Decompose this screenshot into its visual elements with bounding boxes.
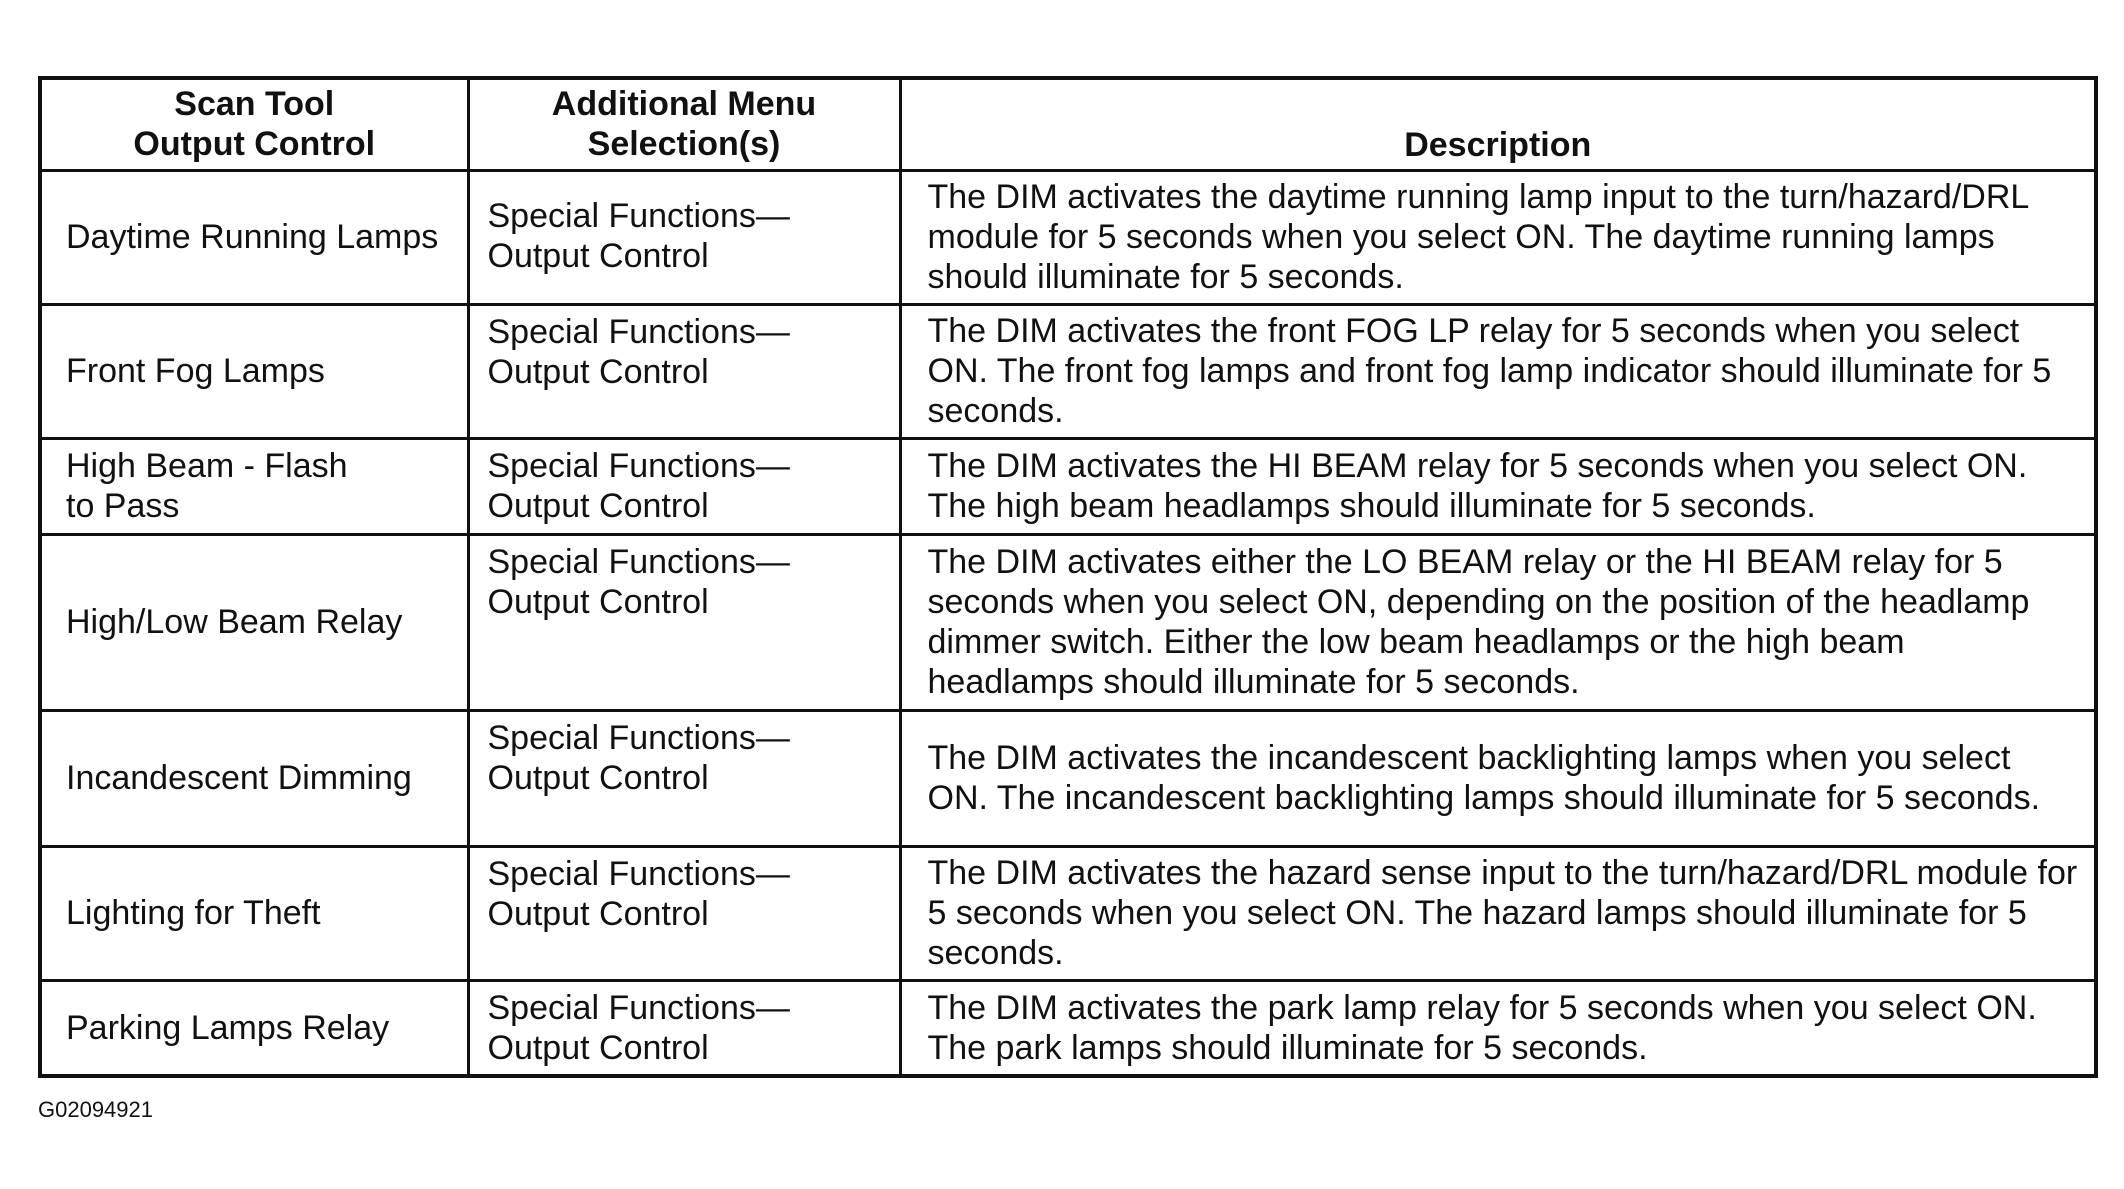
menu-selection-line-1: Special Functions— <box>487 718 790 757</box>
table-row <box>40 438 2096 534</box>
description-cell: The DIM activates the daytime running lamp input to the turn/hazard/DRL module for 5 seconds when you select ON. The daytime running lamps should illuminate for 5 seconds. <box>900 170 2096 304</box>
menu-selection-line-2: Output Control <box>487 236 709 275</box>
output-control-label-line-1: High Beam - Flash <box>66 447 348 485</box>
output-control-table <box>38 76 2098 1078</box>
description-cell: The DIM activates the incandescent backlighting lamps when you select ON. The incandescent backlighting lamps should illuminate for 5 seconds. <box>900 710 2096 846</box>
table-row <box>40 710 2096 846</box>
output-control-label: Incandescent Dimming <box>66 759 412 797</box>
menu-selection-line-1: Special Functions— <box>487 988 790 1027</box>
output-control-label: High/Low Beam Relay <box>66 603 403 641</box>
output-control-cell <box>40 846 468 980</box>
output-control-label: Front Fog Lamps <box>66 352 325 390</box>
output-control-cell <box>40 710 468 846</box>
menu-selection-cell <box>468 170 900 304</box>
header-control-line-2: Output Control <box>133 125 376 164</box>
description-cell: The DIM activates the HI BEAM relay for 5 seconds when you select ON. The high beam headlamps should illuminate for 5 seconds. <box>900 438 2096 534</box>
header-description <box>900 78 2096 170</box>
menu-selection-line-2: Output Control <box>487 758 709 797</box>
output-control-cell <box>40 438 468 534</box>
table-row <box>40 534 2096 710</box>
output-control-label-line-2: to Pass <box>66 487 180 525</box>
table-header-row <box>40 78 2096 170</box>
description-cell: The DIM activates the hazard sense input to the turn/hazard/DRL module for 5 seconds when you select ON. The hazard lamps should illuminate for 5 seconds. <box>900 846 2096 980</box>
menu-selection-line-1: Special Functions— <box>487 196 790 235</box>
menu-selection-line-2: Output Control <box>487 486 709 525</box>
menu-selection-line-2: Output Control <box>487 582 709 621</box>
menu-selection-cell <box>468 534 900 710</box>
menu-selection-line-2: Output Control <box>487 1028 709 1067</box>
menu-selection-cell <box>468 304 900 438</box>
menu-selection-cell <box>468 980 900 1076</box>
header-description-label: Description <box>1404 125 1592 164</box>
output-control-label: Lighting for Theft <box>66 894 321 932</box>
menu-selection-line-1: Special Functions— <box>487 312 790 351</box>
description-cell: The DIM activates either the LO BEAM relay or the HI BEAM relay for 5 seconds when you select ON, depending on the position of the headlamp dimmer switch. Either the low beam headlamps or the high beam headlamps should illuminate for 5 seconds. <box>900 534 2096 710</box>
menu-selection-line-2: Output Control <box>487 894 709 933</box>
table-row <box>40 304 2096 438</box>
output-control-cell <box>40 980 468 1076</box>
menu-selection-cell <box>468 846 900 980</box>
table-row <box>40 980 2096 1076</box>
menu-selection-line-2: Output Control <box>487 352 709 391</box>
description-cell: The DIM activates the park lamp relay for 5 seconds when you select ON. The park lamps should illuminate for 5 seconds. <box>900 980 2096 1076</box>
table-row <box>40 170 2096 304</box>
table-row <box>40 846 2096 980</box>
description-cell: The DIM activates the front FOG LP relay for 5 seconds when you select ON. The front fog lamps and front fog lamp indicator should illuminate for 5 seconds. <box>900 304 2096 438</box>
header-scan-tool-output-control <box>40 78 468 170</box>
menu-selection-cell <box>468 438 900 534</box>
menu-selection-line-1: Special Functions— <box>487 446 790 485</box>
figure-id-label: G02094921 <box>38 1097 153 1122</box>
menu-selection-cell <box>468 710 900 846</box>
header-menu-line-2: Selection(s) <box>587 125 781 164</box>
header-control-line-1: Scan Tool <box>174 85 335 124</box>
output-control-cell <box>40 170 468 304</box>
output-control-label: Daytime Running Lamps <box>66 218 439 256</box>
menu-selection-line-1: Special Functions— <box>487 854 790 893</box>
output-control-cell <box>40 534 468 710</box>
output-control-cell <box>40 304 468 438</box>
header-menu-line-1: Additional Menu <box>551 85 817 124</box>
header-additional-menu-selections <box>468 78 900 170</box>
output-control-label: Parking Lamps Relay <box>66 1008 390 1047</box>
menu-selection-line-1: Special Functions— <box>487 542 790 581</box>
